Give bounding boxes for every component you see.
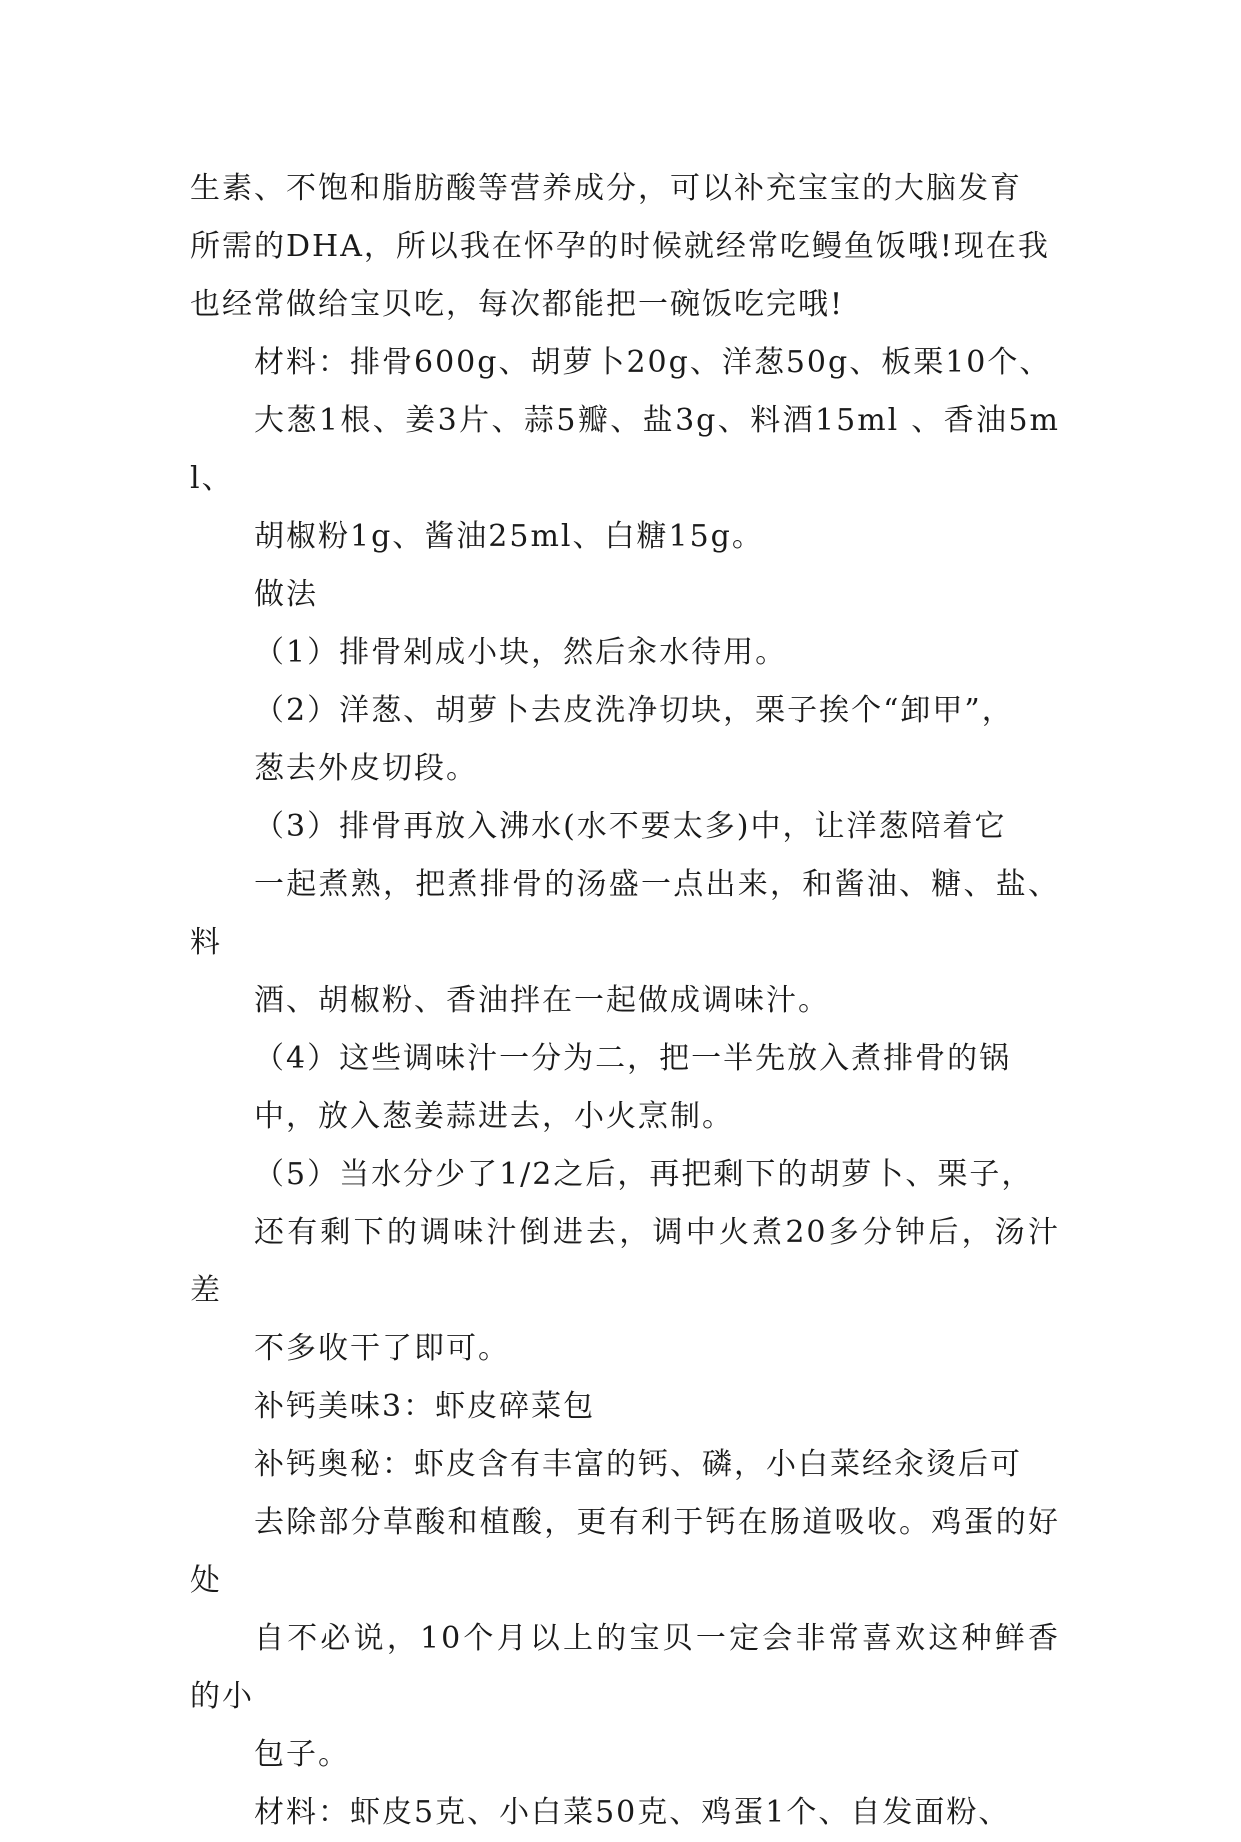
text-line: 包子。 xyxy=(254,1737,350,1772)
paragraph-ribs-ingredients xyxy=(190,334,1060,566)
text-line: 补钙美味3：虾皮碎菜包 xyxy=(254,1389,596,1424)
text-line: 不多收干了即可。 xyxy=(254,1331,510,1366)
paragraph-step-2 xyxy=(190,682,1060,798)
paragraph-eel-rice-intro xyxy=(190,160,1060,334)
text-line: 去除部分草酸和植酸，更有利于钙在肠道吸收。鸡蛋的好处 xyxy=(190,1505,1060,1598)
text-line: 胡椒粉1g、酱油25ml、白糖15g。 xyxy=(254,519,764,554)
text-line: 补钙奥秘：虾皮含有丰富的钙、磷，小白菜经汆烫后可 xyxy=(254,1447,1022,1482)
paragraph-step-5 xyxy=(190,1146,1060,1378)
text-line: 材料：虾皮5克、小白菜50克、鸡蛋1个、自发面粉、 xyxy=(254,1795,1011,1830)
text-line: （3）排骨再放入沸水(水不要太多)中，让洋葱陪着它 xyxy=(254,809,1007,844)
text-line: 葱去外皮切段。 xyxy=(254,751,478,786)
text-line: 做法 xyxy=(254,577,318,612)
document-page xyxy=(190,160,1060,1842)
paragraph-step-3 xyxy=(190,798,1060,1030)
paragraph-step-4 xyxy=(190,1030,1060,1146)
text-line: 所需的DHA，所以我在怀孕的时候就经常吃鳗鱼饭哦!现在我 xyxy=(190,229,1050,264)
text-line: 还有剩下的调味汁倒进去，调中火煮20多分钟后，汤汁差 xyxy=(190,1215,1060,1308)
text-line: 酒、胡椒粉、香油拌在一起做成调味汁。 xyxy=(254,983,830,1018)
text-line: （2）洋葱、胡萝卜去皮洗净切块，栗子挨个“卸甲”， xyxy=(254,693,1014,728)
paragraph-calcium-secret xyxy=(190,1436,1060,1784)
text-line: 一起煮熟，把煮排骨的汤盛一点出来，和酱油、糖、盐、料 xyxy=(190,867,1060,960)
text-line: （4）这些调味汁一分为二，把一半先放入煮排骨的锅 xyxy=(254,1041,1012,1076)
text-line: （1）排骨剁成小块，然后汆水待用。 xyxy=(254,635,788,670)
text-line: （5）当水分少了1/2之后，再把剩下的胡萝卜、栗子， xyxy=(254,1157,1034,1192)
text-line: 也经常做给宝贝吃，每次都能把一碗饭吃完哦! xyxy=(190,287,845,322)
paragraph-step-1 xyxy=(190,624,1060,682)
paragraph-recipe-3-heading xyxy=(190,1378,1060,1436)
text-line: 中，放入葱姜蒜进去，小火烹制。 xyxy=(254,1099,734,1134)
text-line: 材料：排骨600g、胡萝卜20g、洋葱50g、板栗10个、 xyxy=(254,345,1052,380)
text-line: 大葱1根、姜3片、蒜5瓣、盐3g、料酒15ml 、香油5ml、 xyxy=(190,403,1060,496)
paragraph-method-heading xyxy=(190,566,1060,624)
paragraph-bun-ingredients xyxy=(190,1784,1060,1842)
text-line: 自不必说，10个月以上的宝贝一定会非常喜欢这种鲜香的小 xyxy=(190,1621,1060,1714)
text-line: 生素、不饱和脂肪酸等营养成分，可以补充宝宝的大脑发育 xyxy=(190,171,1022,206)
